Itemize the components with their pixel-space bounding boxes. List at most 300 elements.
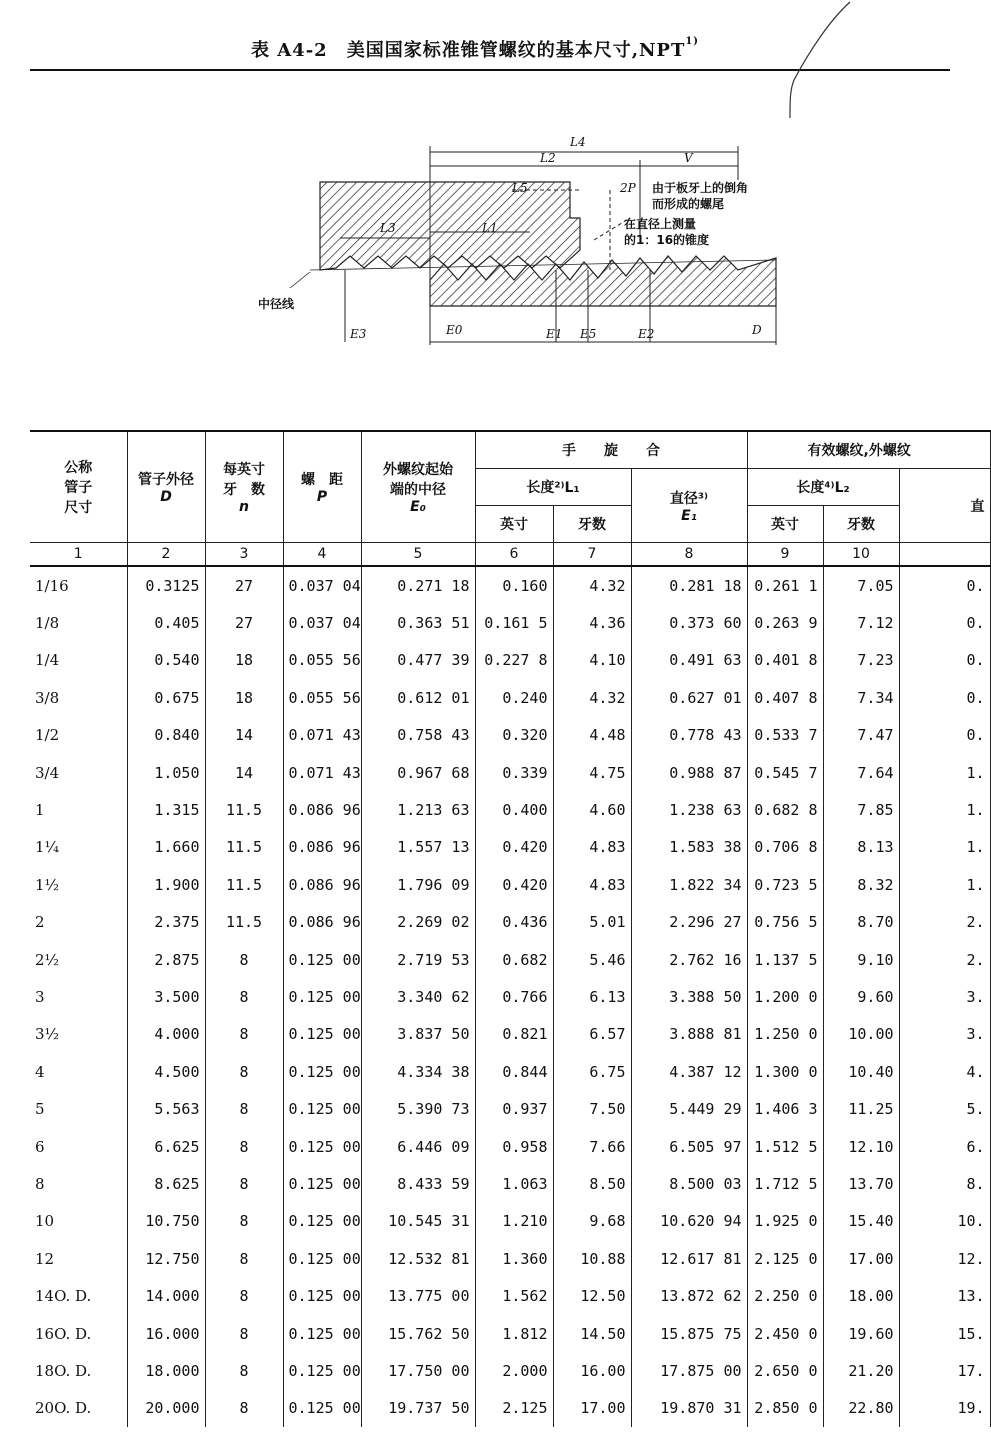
column-number: 3 bbox=[205, 543, 283, 567]
table-cell: 2.450 0 bbox=[747, 1315, 823, 1352]
table-row bbox=[30, 754, 990, 791]
table-row bbox=[30, 791, 990, 828]
table-cell: 4.32 bbox=[553, 566, 631, 604]
table-cell: 0.281 18 bbox=[631, 566, 747, 604]
table-cell: 19.60 bbox=[823, 1315, 899, 1352]
table-cell: 20O. D. bbox=[30, 1390, 127, 1427]
table-cell: 0.125 00 bbox=[283, 1165, 361, 1202]
header-hand-length: 长度²⁾L₁ bbox=[475, 469, 631, 506]
table-cell: 15.762 50 bbox=[361, 1315, 475, 1352]
table-cell: 21.20 bbox=[823, 1352, 899, 1389]
table-cell: 3/8 bbox=[30, 679, 127, 716]
table-cell: 10.88 bbox=[553, 1240, 631, 1277]
table-cell: 15.40 bbox=[823, 1203, 899, 1240]
table-cell: 8 bbox=[205, 978, 283, 1015]
table-cell: 0.778 43 bbox=[631, 717, 747, 754]
table-cell: 0.756 5 bbox=[747, 904, 823, 941]
table-cell: 8 bbox=[205, 1016, 283, 1053]
table-cell: 7.05 bbox=[823, 566, 899, 604]
table-cell: 3.388 50 bbox=[631, 978, 747, 1015]
table-row bbox=[30, 717, 990, 754]
table-cell: 12.50 bbox=[553, 1277, 631, 1314]
table-row bbox=[30, 829, 990, 866]
table-cell: 17.875 00 bbox=[631, 1352, 747, 1389]
table-cell: 4.387 12 bbox=[631, 1053, 747, 1090]
table-row bbox=[30, 1352, 990, 1389]
table-cell: 0.086 96 bbox=[283, 904, 361, 941]
table-cell: 6.505 97 bbox=[631, 1128, 747, 1165]
table-cell: 14.000 bbox=[127, 1277, 205, 1314]
column-number: 9 bbox=[747, 543, 823, 567]
table-cell: 7.23 bbox=[823, 642, 899, 679]
table-cell: 0.125 00 bbox=[283, 978, 361, 1015]
table-cell: 1.300 0 bbox=[747, 1053, 823, 1090]
table-cell: 6.625 bbox=[127, 1128, 205, 1165]
table-cell: 0.400 bbox=[475, 791, 553, 828]
table-cell: 2.296 27 bbox=[631, 904, 747, 941]
table-cell: 5.449 29 bbox=[631, 1090, 747, 1127]
table-cell: 6.13 bbox=[553, 978, 631, 1015]
table-cell: 12 bbox=[30, 1240, 127, 1277]
table-cell: 13. bbox=[899, 1277, 990, 1314]
table-cell: 0.125 00 bbox=[283, 1390, 361, 1427]
table-cell: 0.967 68 bbox=[361, 754, 475, 791]
table-cell: 8 bbox=[205, 941, 283, 978]
table-cell: 18O. D. bbox=[30, 1352, 127, 1389]
column-number bbox=[899, 543, 990, 567]
table-cell: 16O. D. bbox=[30, 1315, 127, 1352]
table-cell: 0.071 43 bbox=[283, 717, 361, 754]
table-cell: 1.210 bbox=[475, 1203, 553, 1240]
table-cell: 7.50 bbox=[553, 1090, 631, 1127]
table-cell: 2.719 53 bbox=[361, 941, 475, 978]
table-cell: 10.00 bbox=[823, 1016, 899, 1053]
table-cell: 3/4 bbox=[30, 754, 127, 791]
table-cell: 1/2 bbox=[30, 717, 127, 754]
table-cell: 8.50 bbox=[553, 1165, 631, 1202]
table-cell: 0.086 96 bbox=[283, 791, 361, 828]
table-cell: 2.250 0 bbox=[747, 1277, 823, 1314]
table-cell: 5.46 bbox=[553, 941, 631, 978]
pen-stroke-mark bbox=[780, 0, 880, 130]
table-row bbox=[30, 642, 990, 679]
table-cell: 3 bbox=[30, 978, 127, 1015]
table-cell: 16.000 bbox=[127, 1315, 205, 1352]
table-cell: 0.407 8 bbox=[747, 679, 823, 716]
table-cell: 1. bbox=[899, 791, 990, 828]
table-cell: 0.125 00 bbox=[283, 1352, 361, 1389]
table-cell: 0.125 00 bbox=[283, 1203, 361, 1240]
table-cell: 0.125 00 bbox=[283, 941, 361, 978]
table-cell: 1.583 38 bbox=[631, 829, 747, 866]
label-D: D bbox=[752, 323, 762, 337]
table-cell: 6 bbox=[30, 1128, 127, 1165]
label-L1: L1 bbox=[482, 221, 498, 235]
table-cell: 8.13 bbox=[823, 829, 899, 866]
table-cell: 1.512 5 bbox=[747, 1128, 823, 1165]
table-row bbox=[30, 1315, 990, 1352]
table-cell: 12.10 bbox=[823, 1128, 899, 1165]
table-cell: 17. bbox=[899, 1352, 990, 1389]
table-cell: 18.00 bbox=[823, 1277, 899, 1314]
table-row bbox=[30, 1090, 990, 1127]
table-cell: 0.055 56 bbox=[283, 679, 361, 716]
table-cell: 10.750 bbox=[127, 1203, 205, 1240]
table-cell: 2. bbox=[899, 904, 990, 941]
table-cell: 1.406 3 bbox=[747, 1090, 823, 1127]
table-cell: 0.420 bbox=[475, 829, 553, 866]
table-cell: 0.055 56 bbox=[283, 642, 361, 679]
table-cell: 14 bbox=[205, 754, 283, 791]
note-runout-line2: 而形成的螺尾 bbox=[652, 197, 725, 211]
table-cell: 0.682 bbox=[475, 941, 553, 978]
table-cell: 4.500 bbox=[127, 1053, 205, 1090]
table-cell: 8.70 bbox=[823, 904, 899, 941]
table-cell: 2.850 0 bbox=[747, 1390, 823, 1427]
table-cell: 5.390 73 bbox=[361, 1090, 475, 1127]
header-effective-diameter: 直 bbox=[899, 469, 990, 543]
table-cell: 1.900 bbox=[127, 866, 205, 903]
table-cell: 8 bbox=[205, 1390, 283, 1427]
table-cell: 0.758 43 bbox=[361, 717, 475, 754]
label-E2: E2 bbox=[638, 327, 655, 341]
table-cell: 18.000 bbox=[127, 1352, 205, 1389]
table-row bbox=[30, 1240, 990, 1277]
label-L5: L5 bbox=[512, 181, 528, 195]
label-E1: E1 bbox=[546, 327, 563, 341]
table-cell: 2.375 bbox=[127, 904, 205, 941]
internal-thread-body bbox=[320, 182, 580, 270]
table-cell: 5.01 bbox=[553, 904, 631, 941]
table-cell: 1.796 09 bbox=[361, 866, 475, 903]
table-cell: 0.533 7 bbox=[747, 717, 823, 754]
column-number-row bbox=[30, 543, 990, 567]
table-cell: 3. bbox=[899, 978, 990, 1015]
header-effective-length-threads: 牙数 bbox=[823, 506, 899, 543]
table-row bbox=[30, 1203, 990, 1240]
table-cell: 4.60 bbox=[553, 791, 631, 828]
table-cell: 0.840 bbox=[127, 717, 205, 754]
table-cell: 7.66 bbox=[553, 1128, 631, 1165]
table-cell: 8. bbox=[899, 1165, 990, 1202]
table-cell: 0.037 04 bbox=[283, 604, 361, 641]
label-E0: E0 bbox=[446, 323, 463, 337]
table-cell: 8 bbox=[205, 1053, 283, 1090]
table-row bbox=[30, 1390, 990, 1427]
table-cell: 1½ bbox=[30, 866, 127, 903]
header-hand-length-inch: 英寸 bbox=[475, 506, 553, 543]
table-cell: 1.213 63 bbox=[361, 791, 475, 828]
table-cell: 1.822 34 bbox=[631, 866, 747, 903]
table-cell: 19.870 31 bbox=[631, 1390, 747, 1427]
table-cell: 0.3125 bbox=[127, 566, 205, 604]
table-cell: 8 bbox=[205, 1240, 283, 1277]
note-runout-line1: 由于板牙上的倒角 bbox=[652, 181, 749, 195]
table-cell: 14.50 bbox=[553, 1315, 631, 1352]
table-cell: 0. bbox=[899, 717, 990, 754]
table-cell: 0.612 01 bbox=[361, 679, 475, 716]
table bbox=[30, 430, 991, 1427]
table-cell: 6.75 bbox=[553, 1053, 631, 1090]
table-cell: 0.240 bbox=[475, 679, 553, 716]
table-cell: 22.80 bbox=[823, 1390, 899, 1427]
table-cell: 15. bbox=[899, 1315, 990, 1352]
table-cell: 18 bbox=[205, 679, 283, 716]
table-cell: 15.875 75 bbox=[631, 1315, 747, 1352]
table-cell: 1.200 0 bbox=[747, 978, 823, 1015]
table-cell: 27 bbox=[205, 566, 283, 604]
table-cell: 1. bbox=[899, 829, 990, 866]
table-cell: 0.125 00 bbox=[283, 1277, 361, 1314]
table-row bbox=[30, 904, 990, 941]
table-cell: 1.050 bbox=[127, 754, 205, 791]
table-cell: 0.937 bbox=[475, 1090, 553, 1127]
table-cell: 6. bbox=[899, 1128, 990, 1165]
table-cell: 6.57 bbox=[553, 1016, 631, 1053]
table-cell: 0.125 00 bbox=[283, 1053, 361, 1090]
table-cell: 0.363 51 bbox=[361, 604, 475, 641]
column-number: 1 bbox=[30, 543, 127, 567]
table-cell: 0. bbox=[899, 679, 990, 716]
table-row bbox=[30, 1277, 990, 1314]
table-cell: 19. bbox=[899, 1390, 990, 1427]
table-cell: 8.32 bbox=[823, 866, 899, 903]
table-cell: 20.000 bbox=[127, 1390, 205, 1427]
table-cell: 6.446 09 bbox=[361, 1128, 475, 1165]
column-number: 4 bbox=[283, 543, 361, 567]
table-cell: 8 bbox=[205, 1315, 283, 1352]
table-cell: 13.775 00 bbox=[361, 1277, 475, 1314]
label-2P: 2P bbox=[620, 181, 636, 195]
table-cell: 0.420 bbox=[475, 866, 553, 903]
table-cell: 0. bbox=[899, 642, 990, 679]
table-cell: 16.00 bbox=[553, 1352, 631, 1389]
header-hand-diameter: 直径³⁾ E₁ bbox=[631, 469, 747, 543]
table-row bbox=[30, 866, 990, 903]
table-cell: 4.32 bbox=[553, 679, 631, 716]
thread-diagram bbox=[250, 120, 790, 360]
table-cell: 8 bbox=[205, 1203, 283, 1240]
table-cell: 0.821 bbox=[475, 1016, 553, 1053]
label-E5: E5 bbox=[580, 327, 597, 341]
table-cell: 0.706 8 bbox=[747, 829, 823, 866]
header-nominal-size: 公称 管子 尺寸 bbox=[30, 431, 127, 543]
table-row bbox=[30, 604, 990, 641]
table-cell: 8.433 59 bbox=[361, 1165, 475, 1202]
table-cell: 1/4 bbox=[30, 642, 127, 679]
label-V: V bbox=[684, 151, 693, 165]
label-L4: L4 bbox=[570, 135, 586, 149]
table-row bbox=[30, 566, 990, 604]
table-cell: 0.071 43 bbox=[283, 754, 361, 791]
table-cell: 18 bbox=[205, 642, 283, 679]
label-L3: L3 bbox=[380, 221, 396, 235]
table-cell: 4.334 38 bbox=[361, 1053, 475, 1090]
table-cell: 4.75 bbox=[553, 754, 631, 791]
table-cell: 8 bbox=[205, 1277, 283, 1314]
table-cell: 2. bbox=[899, 941, 990, 978]
table-cell: 0.161 5 bbox=[475, 604, 553, 641]
table-cell: 0.263 9 bbox=[747, 604, 823, 641]
table-cell: 8 bbox=[30, 1165, 127, 1202]
table-cell: 11.5 bbox=[205, 791, 283, 828]
table-cell: 1.250 0 bbox=[747, 1016, 823, 1053]
table-cell: 1. bbox=[899, 754, 990, 791]
table-cell: 0.339 bbox=[475, 754, 553, 791]
note-taper-line2: 的1：16的锥度 bbox=[624, 233, 710, 247]
table-cell: 2.875 bbox=[127, 941, 205, 978]
header-hand-length-threads: 牙数 bbox=[553, 506, 631, 543]
column-number: 7 bbox=[553, 543, 631, 567]
table-cell: 1.557 13 bbox=[361, 829, 475, 866]
table-cell: 0.227 8 bbox=[475, 642, 553, 679]
table-cell: 13.872 62 bbox=[631, 1277, 747, 1314]
table-cell: 0.125 00 bbox=[283, 1016, 361, 1053]
table-cell: 1.712 5 bbox=[747, 1165, 823, 1202]
table-body bbox=[30, 566, 990, 1427]
table-cell: 8.625 bbox=[127, 1165, 205, 1202]
table-cell: 12.750 bbox=[127, 1240, 205, 1277]
table-cell: 1.360 bbox=[475, 1240, 553, 1277]
table-cell: 0.037 04 bbox=[283, 566, 361, 604]
table-cell: 13.70 bbox=[823, 1165, 899, 1202]
table-cell: 2.269 02 bbox=[361, 904, 475, 941]
table-cell: 2.762 16 bbox=[631, 941, 747, 978]
table-cell: 7.64 bbox=[823, 754, 899, 791]
table-cell: 1.063 bbox=[475, 1165, 553, 1202]
table-cell: 8 bbox=[205, 1128, 283, 1165]
table-cell: 1 bbox=[30, 791, 127, 828]
table-cell: 4.83 bbox=[553, 829, 631, 866]
table-cell: 1.812 bbox=[475, 1315, 553, 1352]
table-cell: 7.47 bbox=[823, 717, 899, 754]
table-cell: 10.40 bbox=[823, 1053, 899, 1090]
table-cell: 0.125 00 bbox=[283, 1090, 361, 1127]
table-cell: 0.766 bbox=[475, 978, 553, 1015]
table-cell: 8 bbox=[205, 1352, 283, 1389]
table-cell: 0.320 bbox=[475, 717, 553, 754]
table-row bbox=[30, 679, 990, 716]
table-cell: 11.5 bbox=[205, 904, 283, 941]
table-cell: 2.650 0 bbox=[747, 1352, 823, 1389]
table-cell: 1/8 bbox=[30, 604, 127, 641]
table-cell: 9.60 bbox=[823, 978, 899, 1015]
note-taper-line1: 在直径上测量 bbox=[624, 217, 697, 231]
table-cell: 0.675 bbox=[127, 679, 205, 716]
table-cell: 1.562 bbox=[475, 1277, 553, 1314]
header-effective-thread: 有效螺纹,外螺纹 bbox=[747, 431, 990, 469]
column-number: 6 bbox=[475, 543, 553, 567]
column-number: 2 bbox=[127, 543, 205, 567]
table-cell: 9.10 bbox=[823, 941, 899, 978]
table-cell: 0.160 bbox=[475, 566, 553, 604]
table-cell: 11.5 bbox=[205, 829, 283, 866]
table-cell: 5.563 bbox=[127, 1090, 205, 1127]
table-cell: 8 bbox=[205, 1090, 283, 1127]
table-cell: 12.532 81 bbox=[361, 1240, 475, 1277]
table-cell: 2.125 0 bbox=[747, 1240, 823, 1277]
header-threads-per-inch: 每英寸 牙 数 n bbox=[205, 431, 283, 543]
table-cell: 17.750 00 bbox=[361, 1352, 475, 1389]
table-cell: 0.086 96 bbox=[283, 866, 361, 903]
table-cell: 0.627 01 bbox=[631, 679, 747, 716]
table-cell: 0.477 39 bbox=[361, 642, 475, 679]
label-L2: L2 bbox=[540, 151, 556, 165]
table-cell: 12. bbox=[899, 1240, 990, 1277]
table-cell: 11.25 bbox=[823, 1090, 899, 1127]
table-cell: 17.00 bbox=[823, 1240, 899, 1277]
table-cell: 2 bbox=[30, 904, 127, 941]
table-cell: 2.000 bbox=[475, 1352, 553, 1389]
table-cell: 2½ bbox=[30, 941, 127, 978]
table-cell: 0. bbox=[899, 604, 990, 641]
table-cell: 19.737 50 bbox=[361, 1390, 475, 1427]
table-cell: 0.491 63 bbox=[631, 642, 747, 679]
table-cell: 0.125 00 bbox=[283, 1128, 361, 1165]
table-cell: 12.617 81 bbox=[631, 1240, 747, 1277]
table-cell: 3.888 81 bbox=[631, 1016, 747, 1053]
table-row bbox=[30, 978, 990, 1015]
table-cell: 1.137 5 bbox=[747, 941, 823, 978]
table-cell: 4 bbox=[30, 1053, 127, 1090]
table-cell: 0.271 18 bbox=[361, 566, 475, 604]
table-row bbox=[30, 1053, 990, 1090]
header-outside-diameter: 管子外径 D bbox=[127, 431, 205, 543]
table-cell: 5. bbox=[899, 1090, 990, 1127]
table-cell: 0.958 bbox=[475, 1128, 553, 1165]
table-cell: 0.436 bbox=[475, 904, 553, 941]
column-number: 10 bbox=[823, 543, 899, 567]
table-cell: 0.723 5 bbox=[747, 866, 823, 903]
label-E3: E3 bbox=[350, 327, 367, 341]
table-cell: 1/16 bbox=[30, 566, 127, 604]
table-cell: 0.540 bbox=[127, 642, 205, 679]
table-cell: 4.000 bbox=[127, 1016, 205, 1053]
table-cell: 4.36 bbox=[553, 604, 631, 641]
table-cell: 3. bbox=[899, 1016, 990, 1053]
table-cell: 14O. D. bbox=[30, 1277, 127, 1314]
table-cell: 17.00 bbox=[553, 1390, 631, 1427]
table-cell: 1.315 bbox=[127, 791, 205, 828]
table-cell: 10.620 94 bbox=[631, 1203, 747, 1240]
table-cell: 0.405 bbox=[127, 604, 205, 641]
table-cell: 0.125 00 bbox=[283, 1315, 361, 1352]
table-cell: 1. bbox=[899, 866, 990, 903]
table-cell: 0.988 87 bbox=[631, 754, 747, 791]
table-cell: 7.85 bbox=[823, 791, 899, 828]
column-number: 8 bbox=[631, 543, 747, 567]
table-cell: 1¼ bbox=[30, 829, 127, 866]
header-hand-tight: 手 旋 合 bbox=[475, 431, 747, 469]
table-cell: 0.373 60 bbox=[631, 604, 747, 641]
table-row bbox=[30, 1016, 990, 1053]
table-cell: 1.925 0 bbox=[747, 1203, 823, 1240]
table-cell: 4.83 bbox=[553, 866, 631, 903]
table-cell: 7.12 bbox=[823, 604, 899, 641]
table-cell: 10. bbox=[899, 1203, 990, 1240]
table-cell: 8 bbox=[205, 1165, 283, 1202]
table-cell: 4. bbox=[899, 1053, 990, 1090]
title-text: 表 A4-2 美国国家标准锥管螺纹的基本尺寸,NPT bbox=[250, 40, 686, 61]
table-cell: 2.125 bbox=[475, 1390, 553, 1427]
table-cell: 10 bbox=[30, 1203, 127, 1240]
table-cell: 4.10 bbox=[553, 642, 631, 679]
table-row bbox=[30, 1165, 990, 1202]
header-pitch: 螺 距 P bbox=[283, 431, 361, 543]
table-cell: 10.545 31 bbox=[361, 1203, 475, 1240]
table-cell: 3.500 bbox=[127, 978, 205, 1015]
table-cell: 0.682 8 bbox=[747, 791, 823, 828]
